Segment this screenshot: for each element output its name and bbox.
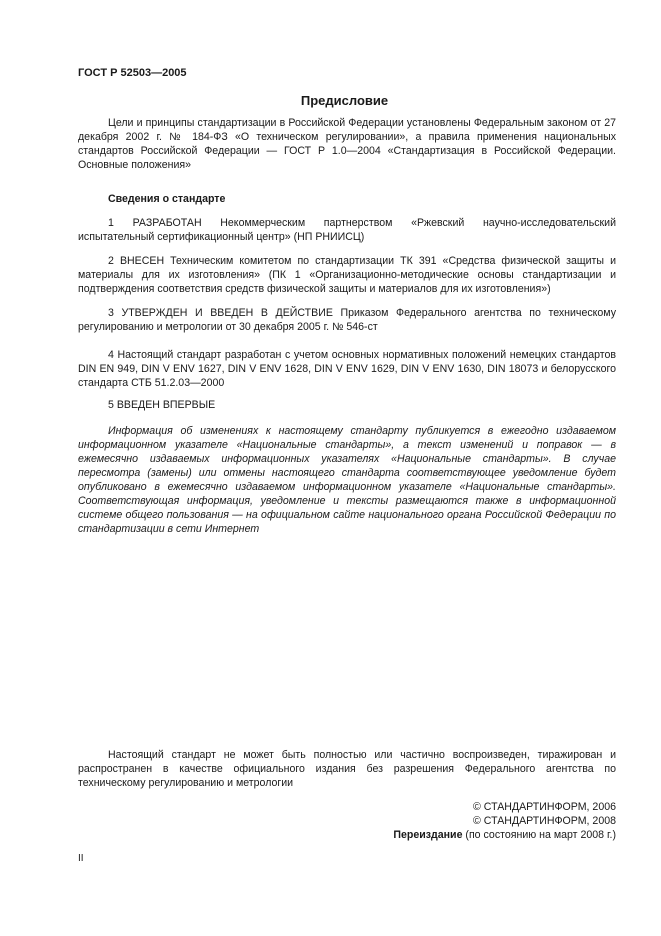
amendments-notice: Информация об изменениях к настоящему стандарту публикуется в ежегодно издаваемом информационном указателе «Национальные стандарты», а текст изменений и поправок — в ежемесячно издаваемых информационных указателях «Национальные стандарты». В случае пересмотра (замены) или отмены настоящего стандарта соответствующее уведомление будет опубликовано в ежемесячно издаваемом информационном указателе «Национальные стандарты». Соответствующая информация, уведомление и тексты размещаются также в информационной системе общего пользования — на официальном сайте национального органа Российской Федерации по стандартизации в сети Интернет (78, 425, 616, 535)
section-heading: Сведения о стандарте (108, 193, 226, 205)
info-item-2: 2 ВНЕСЕН Техническим комитетом по стандартизации ТК 391 «Средства физической защиты и материалы для их изготовления» (ПК 1 «Организационно-методические основы стандартизации и подтверждения соответствия средств физической защиты и материалов для их изготовления») (78, 255, 616, 295)
reissue-line (393, 828, 616, 842)
reissue-label: Переиздание (393, 829, 463, 841)
reproduction-notice: Настоящий стандарт не может быть полностью или частично воспроизведен, тиражирован и распространен в качестве официального издания без разрешения Федерального агентства по техническому регулированию и метрологии (78, 749, 616, 789)
reissue-note: (по состоянию на март 2008 г.) (462, 829, 616, 841)
copyright-line-1: © СТАНДАРТИНФОРМ, 2006 (473, 801, 616, 813)
copyright-line-2: © СТАНДАРТИНФОРМ, 2008 (473, 815, 616, 827)
info-item-4: 4 Настоящий стандарт разработан с учетом основных нормативных положений немецких стандартов DIN EN 949, DIN V ENV 1627, DIN V ENV 1628, DIN V ENV 1629, DIN V ENV 1630, DIN 18073 и белорусского стандарта СТБ 51.2.03—2000 (78, 349, 616, 389)
info-item-5: 5 ВВЕДЕН ВПЕРВЫЕ (108, 399, 216, 411)
standard-number: ГОСТ Р 52503—2005 (78, 67, 187, 79)
intro-paragraph: Цели и принципы стандартизации в Российской Федерации установлены Федеральным законом от 27 декабря 2002 г. № 184-ФЗ «О техническом регулировании», а правила применения национальных стандартов Российской Федерации — ГОСТ Р 1.0—2004 «Стандартизация в Российской Федерации. Основные положения» (78, 117, 616, 171)
info-item-3: 3 УТВЕРЖДЕН И ВВЕДЕН В ДЕЙСТВИЕ Приказом Федерального агентства по техническому регулированию и метрологии от 30 декабря 2005 г. № 546-ст (78, 307, 616, 333)
info-item-1: 1 РАЗРАБОТАН Некоммерческим партнерством «Ржевский научно-исследовательский испытательный сертификационный центр» (НП РНИИСЦ) (78, 217, 616, 243)
page-number: II (78, 853, 84, 864)
page-title: Предисловие (300, 93, 389, 108)
